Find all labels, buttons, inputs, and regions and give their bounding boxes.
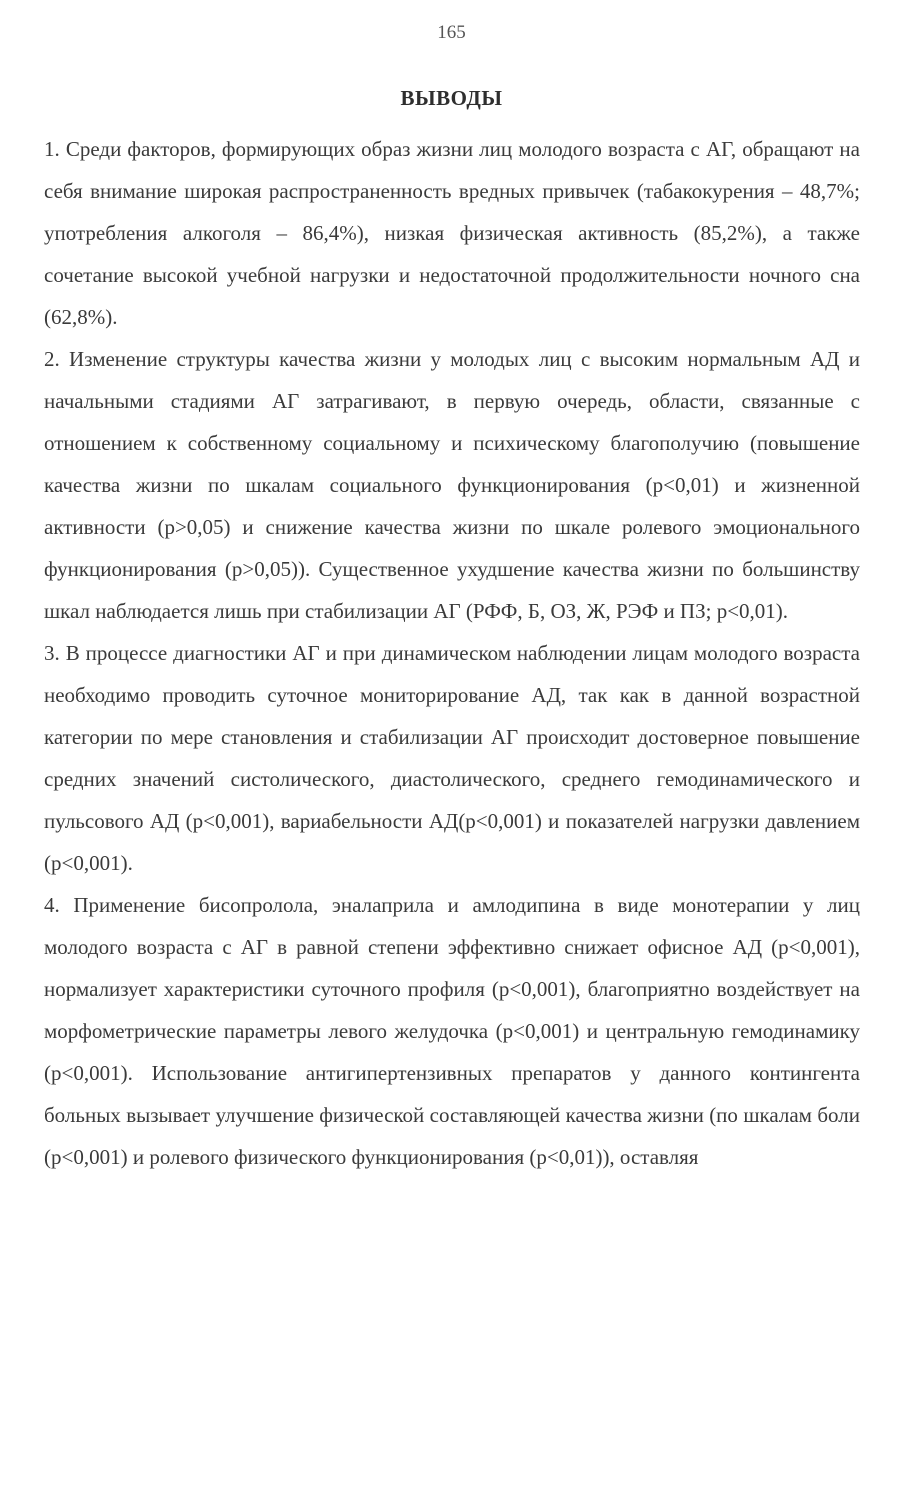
conclusion-paragraph-3: 3. В процессе диагностики АГ и при динамическом наблюдении лицам молодого возраста необходимо проводить суточное мониторирование АД, так как в данной возрастной категории по мере становления и стабилизации АГ происходит достоверное повышение средних значений систолического, диастолического, среднего гемодинамического и пульсового АД (р<0,001), вариабельности АД(р<0,001) и показателей нагрузки давлением (р<0,001). bbox=[44, 641, 860, 875]
conclusions-body bbox=[44, 128, 860, 1178]
section-heading: ВЫВОДЫ bbox=[400, 86, 503, 110]
conclusion-paragraph-1: 1. Среди факторов, формирующих образ жизни лиц молодого возраста с АГ, обращают на себя внимание широкая распространенность вредных привычек (табакокурения – 48,7%; употребления алкоголя – 86,4%), низкая физическая активность (85,2%), а также сочетание высокой учебной нагрузки и недостаточной продолжительности ночного сна (62,8%). bbox=[44, 137, 860, 329]
page-number: 165 bbox=[437, 22, 466, 43]
conclusion-paragraph-2: 2. Изменение структуры качества жизни у молодых лиц с высоким нормальным АД и начальными стадиями АГ затрагивают, в первую очередь, области, связанные с отношением к собственному социальному и психическому благополучию (повышение качества жизни по шкалам социального функционирования (р<0,01) и жизненной активности (р>0,05) и снижение качества жизни по шкале ролевого эмоционального функционирования (р>0,05)). Существенное ухудшение качества жизни по большинству шкал наблюдается лишь при стабилизации АГ (РФФ, Б, ОЗ, Ж, РЭФ и ПЗ; р<0,01). bbox=[44, 347, 860, 623]
conclusion-paragraph-4: 4. Применение бисопролола, эналаприла и амлодипина в виде монотерапии у лиц молодого возраста с АГ в равной степени эффективно снижает офисное АД (р<0,001), нормализует характеристики суточного профиля (р<0,001), благоприятно воздействует на морфометрические параметры левого желудочка (р<0,001) и центральную гемодинамику (р<0,001). Использование антигипертензивных препаратов у данного контингента больных вызывает улучшение физической составляющей качества жизни (по шкалам боли (р<0,001) и ролевого физического функционирования (р<0,01)), оставляя bbox=[44, 893, 860, 1169]
